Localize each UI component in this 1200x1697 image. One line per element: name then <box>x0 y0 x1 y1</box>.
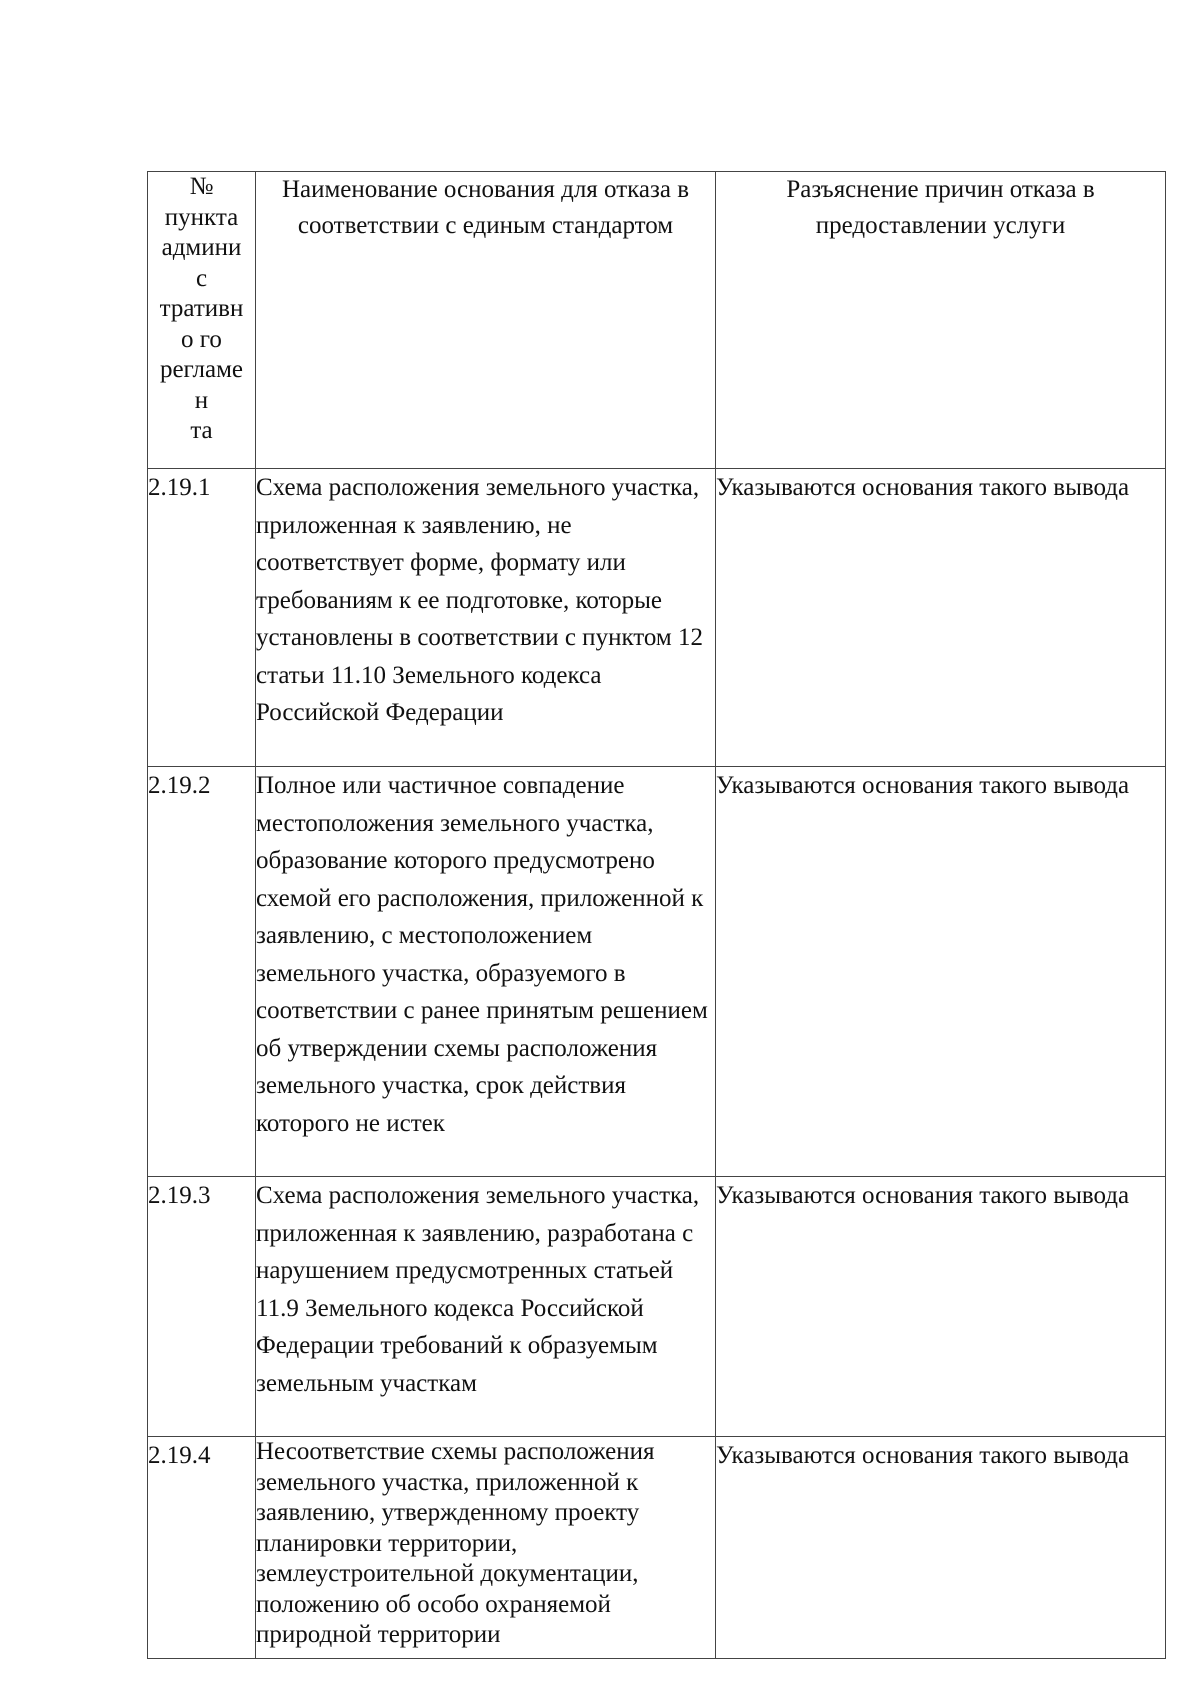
row-item-number: 2.19.2 <box>148 767 256 1177</box>
table-row <box>148 1177 1166 1437</box>
row-ground-name: Полное или частичное совпадение местоположения земельного участка, образование которого предусмотрено схемой его расположения, приложенной к заявлению, с местоположением земельного участка, образуемого в соответствии с ранее принятым решением об утверждении схемы расположения земельного участка, срок действия которого не истек <box>256 767 716 1177</box>
refusal-grounds-table <box>147 171 1166 1659</box>
table-header-row <box>148 172 1166 469</box>
row-explanation: Указываются основания такого вывода <box>716 469 1166 767</box>
row-explanation: Указываются основания такого вывода <box>716 1177 1166 1437</box>
row-explanation: Указываются основания такого вывода <box>716 767 1166 1177</box>
row-item-number: 2.19.3 <box>148 1177 256 1437</box>
table-row <box>148 767 1166 1177</box>
table-row <box>148 1437 1166 1659</box>
row-item-number: 2.19.4 <box>148 1437 256 1659</box>
row-explanation: Указываются основания такого вывода <box>716 1437 1166 1659</box>
row-ground-name: Схема расположения земельного участка, приложенная к заявлению, разработана с нарушением предусмотренных статьей 11.9 Земельного кодекса Российской Федерации требований к образуемым земельным участкам <box>256 1177 716 1437</box>
row-ground-name: Несоответствие схемы расположения земельного участка, приложенной к заявлению, утвержденному проекту планировки территории, землеустроительной документации, положению об особо охраняемой природной территории <box>256 1437 716 1659</box>
header-explanation: Разъяснение причин отказа в предоставлении услуги <box>716 172 1166 469</box>
table-row <box>148 469 1166 767</box>
row-ground-name: Схема расположения земельного участка, приложенная к заявлению, не соответствует форме, формату или требованиям к ее подготовке, которые установлены в соответствии с пунктом 12 статьи 11.10 Земельного кодекса Российской Федерации <box>256 469 716 767</box>
header-item-number: № пункта админи с тративн о го регламе н та <box>148 172 256 469</box>
header-ground-name: Наименование основания для отказа в соответствии с единым стандартом <box>256 172 716 469</box>
row-item-number: 2.19.1 <box>148 469 256 767</box>
